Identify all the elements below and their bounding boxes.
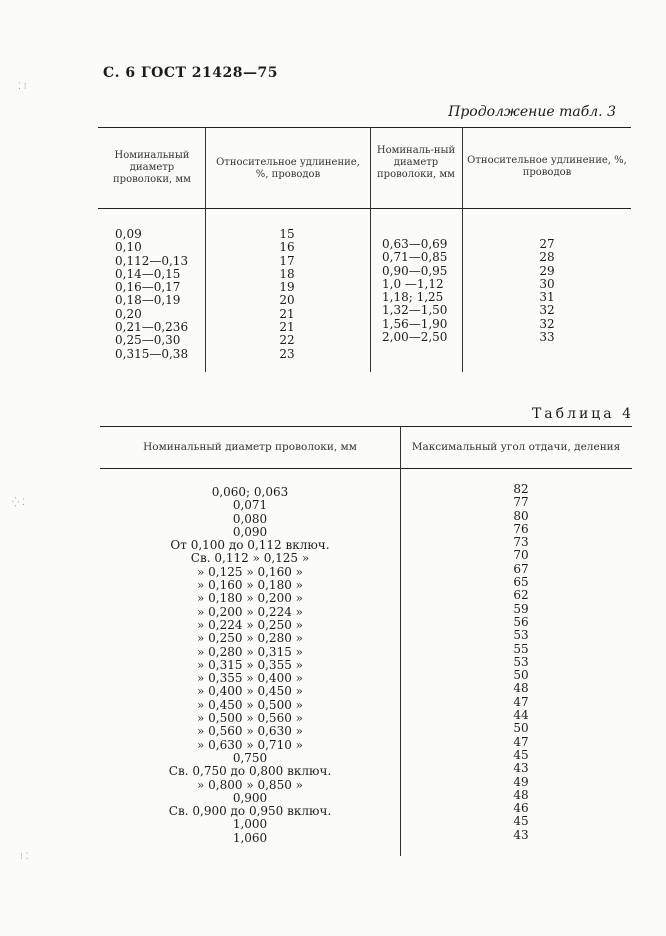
table3-continuation-label: Продолжение табл. 3	[448, 104, 616, 120]
table3-cell-elongation: 19	[279, 280, 295, 295]
table4-cell-diameter: Св. 0,112 » 0,125 »	[190, 551, 310, 566]
table3-left-diameter-column	[115, 228, 188, 361]
table4-divider	[400, 426, 401, 856]
table3-cell-elongation: 18	[279, 266, 295, 281]
table3-top-rule	[98, 127, 631, 128]
table4-cell-angle: 56	[513, 614, 529, 629]
table3-cell-diameter: 2,00—2,50	[382, 330, 448, 345]
table3-cell-elongation: 21	[279, 306, 295, 321]
table3-cell-diameter: 0,20	[115, 306, 142, 321]
table4-diameter-column	[150, 486, 350, 845]
table4-cell-diameter: 0,900	[232, 790, 268, 805]
table4-cell-angle: 43	[513, 827, 529, 842]
table4-cell-diameter: 0,060; 0,063	[211, 485, 289, 499]
table3-header-rule	[98, 208, 631, 209]
table4-cell-angle: 65	[513, 575, 529, 590]
table4-cell-angle: 50	[513, 668, 529, 683]
table3-cell-elongation: 29	[539, 263, 555, 278]
table4-header-angle: Максимальный угол отдачи, деления	[411, 441, 621, 453]
table3-cell-diameter: 1,56—1,90	[382, 316, 448, 331]
table4-angle-column	[503, 483, 539, 842]
table3-cell-diameter: 0,18—0,19	[115, 293, 181, 308]
table3-divider-1	[205, 127, 206, 372]
table3-header-diameter-right: Номиналь-ный диаметр проволоки, мм	[376, 145, 456, 180]
table4-cell-angle: 77	[513, 495, 529, 510]
table3-cell-elongation: 21	[279, 320, 295, 335]
table3-header-elongation-left: Относительное удлинение, %, проводов	[216, 157, 360, 180]
table4-header-diameter: Номинальный диаметр проволоки, мм	[143, 441, 357, 453]
table4-cell-angle: 50	[513, 721, 529, 736]
table3-cell-diameter: 1,32—1,50	[382, 303, 448, 318]
table3-cell-diameter: 1,18; 1,25	[382, 290, 444, 305]
table3-cell-diameter: 0,09	[115, 227, 142, 241]
table4-cell-diameter: » 0,180 » 0,200 »	[197, 591, 303, 606]
table4-cell-diameter: » 0,250 » 0,280 »	[197, 631, 303, 646]
table4-cell-angle: 48	[513, 787, 529, 802]
scan-artifact: ⁛ ⁚	[12, 498, 25, 508]
table4-cell-diameter: » 0,450 » 0,500 »	[197, 697, 303, 712]
table3-cell-diameter: 0,315—0,38	[115, 346, 189, 361]
table4-header-rule	[100, 468, 632, 469]
table4-cell-diameter: » 0,800 » 0,850 »	[197, 777, 303, 792]
table4-cell-angle: 47	[513, 694, 529, 709]
table3-cell-elongation: 16	[279, 240, 295, 255]
table3-cell-diameter: 0,16—0,17	[115, 280, 181, 295]
table3-cell-elongation: 28	[539, 250, 555, 265]
table4-cell-angle: 62	[513, 588, 529, 603]
table3-cell-elongation: 30	[539, 276, 555, 291]
table3-cell-diameter: 0,14—0,15	[115, 266, 181, 281]
table4-title: Таблица 4	[531, 406, 634, 422]
table4-cell-diameter: » 0,160 » 0,180 »	[197, 578, 303, 593]
table3-divider-3	[462, 127, 463, 372]
table3-cell-elongation: 32	[539, 303, 555, 318]
table4-cell-angle: 82	[513, 482, 529, 496]
table3-cell-diameter: 1,0 —1,12	[382, 276, 444, 291]
table4-cell-diameter: 0,750	[232, 750, 268, 765]
table4-cell-diameter: » 0,200 » 0,224 »	[197, 604, 303, 619]
table3-left-elongation-column	[270, 228, 304, 361]
table4-cell-diameter: » 0,224 » 0,250 »	[197, 617, 303, 632]
table3-cell-elongation: 15	[279, 227, 295, 241]
table4-cell-angle: 76	[513, 521, 529, 536]
table3-cell-elongation: 22	[279, 333, 295, 348]
table4-cell-angle: 67	[513, 561, 529, 576]
table3-cell-diameter: 0,90—0,95	[382, 263, 448, 278]
table4-cell-diameter: 1,000	[232, 817, 268, 832]
table3-cell-elongation: 27	[539, 237, 555, 251]
page-header: С. 6 ГОСТ 21428—75	[103, 65, 278, 81]
table4-cell-angle: 43	[513, 761, 529, 776]
table4-cell-diameter: » 0,630 » 0,710 »	[197, 737, 303, 752]
table4-cell-diameter: 0,090	[232, 524, 268, 539]
table3-right-diameter-column	[382, 238, 447, 344]
table3-cell-diameter: 0,63—0,69	[382, 237, 448, 251]
table4-cell-angle: 45	[513, 814, 529, 829]
table4-cell-angle: 80	[513, 508, 529, 523]
table4-cell-diameter: » 0,560 » 0,630 »	[197, 724, 303, 739]
table3-cell-diameter: 0,71—0,85	[382, 250, 448, 265]
table3-cell-diameter: 0,25—0,30	[115, 333, 181, 348]
table4-cell-diameter: » 0,125 » 0,160 »	[197, 564, 303, 579]
table3-cell-diameter: 0,21—0,236	[115, 320, 189, 335]
table4-cell-diameter: » 0,315 » 0,355 »	[197, 657, 303, 672]
table4-cell-angle: 47	[513, 734, 529, 749]
table4-cell-angle: 70	[513, 548, 529, 563]
table4-cell-angle: 73	[513, 535, 529, 550]
table4-cell-diameter: » 0,280 » 0,315 »	[197, 644, 303, 659]
table3-cell-elongation: 20	[279, 293, 295, 308]
table4-cell-angle: 44	[513, 708, 529, 723]
table3-cell-diameter: 0,10	[115, 240, 142, 255]
table4-cell-diameter: 1,060	[232, 830, 268, 845]
table4-top-rule	[100, 426, 632, 427]
scan-artifact: ⁝ ⁚	[20, 852, 29, 862]
table4-cell-diameter: 0,080	[232, 511, 268, 526]
table4-cell-diameter: » 0,500 » 0,560 »	[197, 711, 303, 726]
table3-header-elongation-right: Относительное удлинение, %, проводов	[467, 155, 627, 178]
table3-divider-2	[370, 127, 371, 372]
table4-cell-diameter: 0,071	[232, 498, 268, 513]
table4-cell-diameter: » 0,355 » 0,400 »	[197, 671, 303, 686]
table4-cell-diameter: » 0,400 » 0,450 »	[197, 684, 303, 699]
table4-cell-diameter: От 0,100 до 0,112 включ.	[170, 538, 330, 553]
table3-cell-diameter: 0,112—0,13	[115, 253, 189, 268]
table4-cell-angle: 53	[513, 628, 529, 643]
table4-cell-angle: 53	[513, 654, 529, 669]
table4-cell-angle: 45	[513, 747, 529, 762]
table4-cell-diameter: Св. 0,900 до 0,950 включ.	[168, 804, 332, 819]
table4-cell-angle: 49	[513, 774, 529, 789]
scan-artifact: ⁚ ⁝	[18, 82, 27, 92]
table4-cell-diameter: Св. 0,750 до 0,800 включ.	[168, 764, 332, 779]
table4-cell-angle: 46	[513, 801, 529, 816]
table4-cell-angle: 55	[513, 641, 529, 656]
table3-header-diameter-left: Номинальный диаметр проволоки, мм	[113, 150, 191, 185]
table3-right-elongation-column	[530, 238, 564, 344]
table4-cell-angle: 48	[513, 681, 529, 696]
table4-cell-angle: 59	[513, 601, 529, 616]
table3-cell-elongation: 31	[539, 290, 555, 305]
table3-cell-elongation: 17	[279, 253, 295, 268]
table3-cell-elongation: 23	[279, 346, 295, 361]
table3-cell-elongation: 32	[539, 316, 555, 331]
table3-cell-elongation: 33	[539, 330, 555, 345]
